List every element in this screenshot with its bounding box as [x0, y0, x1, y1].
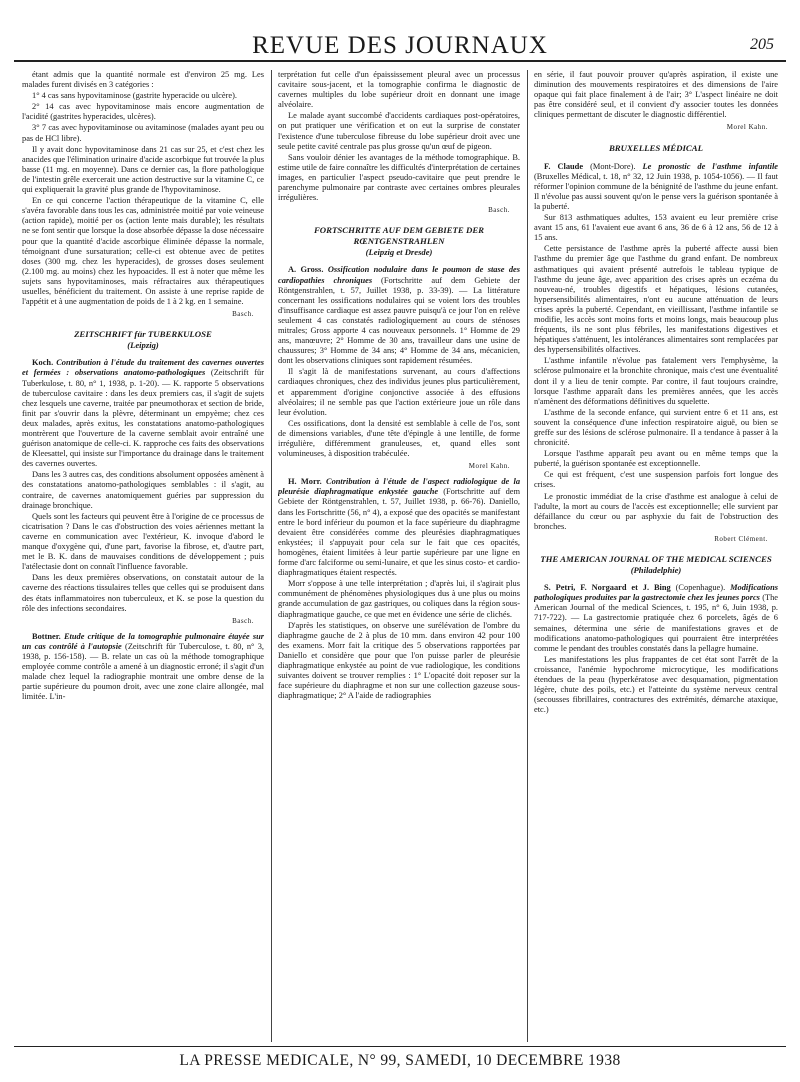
- article-title: Contribution à l'étude de l'aspect radiologique de la pleurésie diaphragmatique enkystée gauche: [278, 477, 520, 497]
- paragraph: L'asthme infantile n'évolue pas fatalement vers l'emphysème, la sclérose pulmonaire et la bronchite chronique, mais c'est une éventualité dont il y a lieu de tenir compte. Par contre, il faut toujours craindre, lorsque l'asthme apparaît dans les premières années, que les accès n'amènent des déformations définitives du squelette.: [534, 356, 778, 406]
- footer-rule: [14, 1046, 786, 1047]
- article-author: Koch.: [32, 358, 54, 368]
- column-1: [22, 70, 264, 1042]
- journal-section-title: BRUXELLES MÉDICAL: [608, 142, 704, 153]
- journal-section-place: (Leipzig): [127, 340, 159, 351]
- paragraph: Lorsque l'asthme apparaît peu avant ou en même temps que la puberté, la guérison spontanée est exceptionnelle.: [534, 449, 778, 469]
- paragraph: Dans les 3 autres cas, des conditions absolument opposées amènent à des constatations anatomo-pathologiques semblables : il s'agit, au contraire, de cavernes anatomiquement guéries par suppression du drainage bronchique.: [22, 470, 264, 510]
- article-text: (Zeitschrift für Tuberculose, t. 80, n° 3, 1938, p. 156-158). — B. relate un cas où la méthode tomographique employée comme contrôle a amené à un diagnostic erroné; il s'agit d'un malade chez lequel la radiographie montrait une ombre dense de la partie supérieure du poumon droit, avec une zone claire allongée, mal limitée. L'in-: [22, 641, 264, 702]
- page-header: [14, 20, 786, 62]
- paragraph: Le pronostic immédiat de la crise d'asthme est analogue à celui de l'adulte, la mort au cours de l'accès est exceptionnelle; elle survient par défaillance du cœur ou par asphyxie du fait de l'obstruction des bronches.: [534, 491, 778, 531]
- signature: Basch.: [232, 616, 254, 625]
- paragraph: 3° 7 cas avec hypovitaminose ou avitaminose (malades ayant peu ou pas de HCl libre).: [22, 123, 264, 143]
- paragraph: Sur 813 asthmatiques adultes, 153 avaient eu leur première crise avant 15 ans, 61 l'avaient eue avant 6 ans, 36 de 6 à 12 ans, 56 de 12 à 15 ans.: [534, 213, 778, 243]
- journal-section-title: THE AMERICAN JOURNAL OF THE MEDICAL SCIENCES: [540, 554, 772, 565]
- article-title: Ossification nodulaire dans le poumon de stase des cardiopathies chroniques: [278, 265, 520, 285]
- column-3: [534, 70, 778, 1042]
- paragraph: 2° 14 cas avec hypovitaminose mais encore augmentation de l'acidité (gastrites hyperacides, ulcères).: [22, 102, 264, 122]
- article-title: Contribution à l'étude du traitement des cavernes ouvertes et fermées : observations anatomo-pathologiques: [22, 358, 264, 378]
- article-author: S. Petri, F. Norgaard et J. Bing: [544, 583, 671, 593]
- article-title: Etude critique de la tomographie pulmonaire étayée sur un cas contrôlé à l'autopsie: [22, 631, 264, 651]
- journal-section-place: (Philadelphie): [630, 565, 682, 576]
- journal-section-title: ZEITSCHRIFT für TUBERKULOSE: [74, 329, 212, 340]
- article-title: Modifications pathologiques produites par la gastrectomie chez les jeunes porcs: [534, 583, 778, 603]
- paragraph: Morr s'oppose à une telle interprétation ; d'après lui, il s'agirait plus communément de phénomènes physiologiques dus à une plus ou moins grande accumulation de gaz gastriques, ou coliques dans la région sous-diaphragmatique gauche, ce que met en évidence une série de clichés.: [278, 579, 520, 619]
- paragraph: Les manifestations les plus frappantes de cet état sont l'arrêt de la croissance, l'anémie hypochrome microcytique, les modifications étendues de la peau (hyperkératose avec desquamation, pigmentation légère, chute des poils, etc.) et l'atteinte du système nerveux central (secousses fibrillaires, contractures des extrémités, démarche ataxique, etc.): [534, 654, 778, 715]
- paragraph: étant admis que la quantité normale est d'environ 25 mg. Les malades furent divisés en 3 catégories :: [22, 70, 264, 90]
- signature: Basch.: [232, 310, 254, 319]
- article-place: (Mont-Dore).: [590, 161, 636, 171]
- page-title: REVUE DES JOURNAUX: [252, 32, 548, 59]
- paragraph: Sans vouloir dénier les avantages de la méthode tomographique. B. estime utile de faire connaître les difficultés d'interprétation de certaines images, en particulier l'aspect pseudo-cavitaire que peut prendre le parenchyme pulmonaire par contraste avec certaines ombres pleurales irrégulières.: [278, 152, 520, 203]
- journal-section-place: (Leipzig et Dresde): [365, 247, 433, 258]
- article-text: (Zeitschrift für Tuberkulose, t. 80, n° 1, 1938, p. 1-20). — K. rapporte 5 observations de tuberculose cavitaire : dans les deux premiers cas, il s'agit de sujets chez lesquels une caverne, traitée par pneumothorax et section de bride, finit par s'ouvrir dans la plèvre, déterminant un empyème; chez ces deux malades, après exitus, les constatations anatomo-pathologiques montrèrent que l'ouverture de la caverne semblait avoir entraîné une guérison anatomique de celle-ci. K. rapproche ces faits des observations de Kleesattel, qui insiste sur l'importance du drainage dans le traitement des cavernes ouvertes.: [22, 368, 264, 469]
- paragraph: Ce qui est fréquent, c'est une suspension parfois fort longue des crises.: [534, 470, 778, 490]
- paragraph: D'après les statistiques, on observe une surélévation de l'ombre du diaphragme gauche de 2 à plus de 10 mm. dans environ 42 pour 100 des examens. Morr fait la critique des 5 observations rapportées par Daniello et considère que pour que l'on puisse parler de pleurésie diaphragmatique enkystée au point de vue radiologique, les conditions suivantes doivent se trouver remplies : 1° L'opacité doit reposer sur la face supérieure du diaphragme et non sur une collection gazeuse sous-diaphragmatique; 2° A l'aide de radiographies: [278, 620, 520, 701]
- article: [278, 265, 520, 366]
- page-footer: LA PRESSE MEDICALE, N° 99, SAMEDI, 10 DECEMBRE 1938: [179, 1052, 621, 1069]
- article-text: (Fortschritte auf dem Gebiete der Röntgenstrahlen, t. 57, Juillet 1938, p. 33-39). — La littérature concernant les ossifications nodulaires qui se voient lors des troubles d'insuffisance cardiaque est assez pauvre puisqu'à ce jour l'on en relève seulement 4 cas constatés radiologiquement au cours de sténoses mitrales; Gross apporte 4 cas nouveaux personnels. 1° Homme de 29 ans, manœuvre; 2° Homme de 30 ans, travailleur dans une usine de chaussures; 3° Homme de 34 ans; 4° Homme de 34 ans, mécanicien, dont les observations cliniques sont rapidement résumées.: [278, 275, 520, 366]
- paragraph: Il y avait donc hypovitaminose dans 21 cas sur 25, et c'est chez les anacides que l'élimination urinaire d'acide ascorbique fut trouvée la plus basse (11 mg. en moyenne). Dans ce dernier cas, la flore pathologique de l'intestin grêle exercerait une action destructive sur la vitamine C, ce qui expliquerait la gravité plus grande de l'hypovitaminose.: [22, 144, 264, 195]
- paragraph: Quels sont les facteurs qui peuvent être à l'origine de ce processus de cicatrisation ? Dans le cas d'obstruction des voies aériennes mettant la caverne en communication avec l'extérieur, K. invoque d'abord le manque d'oxygène qui, d'une part, favorise la fibrose, et, d'autre part, met le B. K. dans de mauvaises conditions de développement ; puis l'atélectasie dont on connaît l'influence favorable.: [22, 511, 264, 572]
- paragraph: Cette persistance de l'asthme après la puberté affecte aussi bien l'asthme du premier âge que l'asthme du grand enfant. De nombreux asthmatiques qui avaient présenté autrefois le tableau typique de l'asthme du jeune âge, avec apparition des crises après un eczéma du nouveau-né, troubles digestifs et hépatiques, lésions cutanées, hypersensibilités alimentaires, n'ont eu aucune atténuation de leurs crises après la puberté. Cependant, en vieillissant, l'asthme infantile se modifie, les accès sont moins forts et moins longs, mais beaucoup plus fréquents, ils ne sont plus fébriles, les manifestations digestives et hépatiques s'atténuent, les intolérances alimentaires sont remplacées par des hypersensibilités olfactives.: [534, 244, 778, 355]
- header-rule: [14, 60, 786, 62]
- article: [534, 583, 778, 654]
- article: [22, 358, 264, 469]
- paragraph: En ce qui concerne l'action thérapeutique de la vitamine C, elle s'avéra favorable dans tous les cas, administrée moitié par voie veineuse (action rapide), moitié per os (action lente mais durable); les résultats ne se font sentir que lorsque la dose absorbée dépasse la dose nécessaire pour que la quantité d'acide ascorbique éliminée dépasse la normale, témoignant d'une sursaturation; celle-ci est obtenue avec de petites doses (300 mg. chez les hyperacides), de grosses doses seulement (2.100 mg. au moins) chez les hypoacides. Il est à noter que même les sujets sans hypovitaminoses, mais réfractaires aux thérapeutiques usuelles, bénéficient du traitement. On assiste à une reprise rapide de l'appétit et à une augmentation de poids de 1 à 2 kg. en 1 semaine.: [22, 196, 264, 307]
- paragraph: en série, il faut pouvoir prouver qu'après aspiration, il existe une diminution des mouvements respiratoires et des dimensions de l'aire opaque qui fait place finalement à de l'air; 3° L'aspect linéaire ne doit pas être considéré seul, et il convient d'y associer toutes les données cliniques permettant de discuter le diagnostic différentiel.: [534, 70, 778, 120]
- paragraph: Il s'agit là de manifestations survenant, au cours d'affections cardiaques chroniques, chez des individus jeunes plus particulièrement, et apparemment d'origine conjonctive associée à des effusions alvéolaires; il ne semble pas que l'action extérieure joue un rôle dans leur évolution.: [278, 367, 520, 417]
- article: [22, 632, 264, 703]
- column-2: [278, 70, 520, 1042]
- article-author: H. Morr.: [288, 477, 322, 487]
- paragraph: Dans les deux premières observations, on constatait autour de la caverne des réactions tissulaires telles que celles qui se produisent dans des états inflammatoires non tuberculeux, et K. se pose la question du rôle des infections secondaires.: [22, 573, 264, 613]
- page-number: 205: [750, 36, 774, 53]
- signature: Morel Kahn.: [468, 462, 510, 471]
- article: [534, 162, 778, 212]
- paragraph: terprétation fut celle d'un épaississement pleural avec un processus cavitaire sous-jacent, et la tomographie confirma le diagnostic de cavernes multiples du lobe supérieur droit en donnant une image alvéolaire.: [278, 70, 520, 110]
- signature: Morel Kahn.: [726, 123, 768, 132]
- article-text: (Bruxelles Médical, t. 18, n° 32, 12 Juin 1938, p. 1054-1056). — Il faut réformer l'opinion commune de la bénignité de l'asthme du jeune enfant. Il n'évolue pas aussi souvent qu'on le pense vers la guérison spontanée à la puberté.: [534, 171, 778, 211]
- article-author: A. Gross.: [288, 265, 324, 275]
- paragraph: 1° 4 cas sans hypovitaminose (gastrite hyperacide ou ulcère).: [32, 91, 237, 101]
- article-author: F. Claude: [544, 161, 584, 171]
- columns: [22, 70, 778, 1042]
- paragraph: Ces ossifications, dont la densité est semblable à celle de l'os, sont de dimensions variables, d'une tête d'épingle à une lentille, de forme irrégulière, différemment granuleuses, et, quand elles sont volumineuses, à disposition trabéculée.: [278, 418, 520, 459]
- article-title: Le pronostic de l'asthme infantile: [642, 161, 778, 171]
- paragraph: Le malade ayant succombé d'accidents cardiaques post-opératoires, on put pratiquer une vérification et on eut la surprise de constater l'existence d'une tuberculose fibreuse du lobe supérieur droit avec une seule petite cavité centrale pas plus grosse qu'un œuf de pigeon.: [278, 111, 520, 151]
- article-text: (Fortschritte auf dem Gebiete der Röntgenstrahlen, t. 57, Juillet 1938, p. 66-76). Daniello, dans les Fortschritte (56, n° 4), a exposé que des opacités se manifestant entre le bord inférieur du poumon et la face supérieure du diaphragme devaient être considérées comme des pleurésies diaphragmatiques enkystées; il s'appuyait pour cela sur le fait que ces opacités, homogènes, étaient limitées à leur partie supérieure par une ligne en forme d'arc falciforme ou semi-lunaire, et que les sinus costo- et cardio-diaphragmatiques étaient respectés.: [278, 487, 520, 578]
- paragraph: L'asthme de la seconde enfance, qui survient entre 6 et 11 ans, est souvent la conséquence d'une infection respiratoire aiguë, ou bien se greffe sur des lésions de sclérose pulmonaire. Il a tendance à passer à la chronicité.: [534, 407, 778, 448]
- signature: Robert Clément.: [714, 534, 768, 543]
- article-text: (The American Journal of the medical Sciences, t. 195, n° 6, Juin 1938, p. 717-722). — La gastrectomie pratiquée chez 6 porcelets, âgés de 6 semaines, détermina une série de manifestations graves et de modifications anatomo-pathologiques qui pourraient être interprétées comme le pendant des troubles constatés dans la pellagre humaine.: [534, 593, 778, 653]
- journal-section-title: FORTSCHRITTE AUF DEM GEBIETE DER RŒNTGENSTRAHLEN: [313, 225, 485, 247]
- article: [278, 477, 520, 578]
- article-place: (Copenhague).: [675, 583, 726, 593]
- signature: Basch.: [488, 206, 510, 215]
- article-author: Bottner.: [32, 631, 61, 641]
